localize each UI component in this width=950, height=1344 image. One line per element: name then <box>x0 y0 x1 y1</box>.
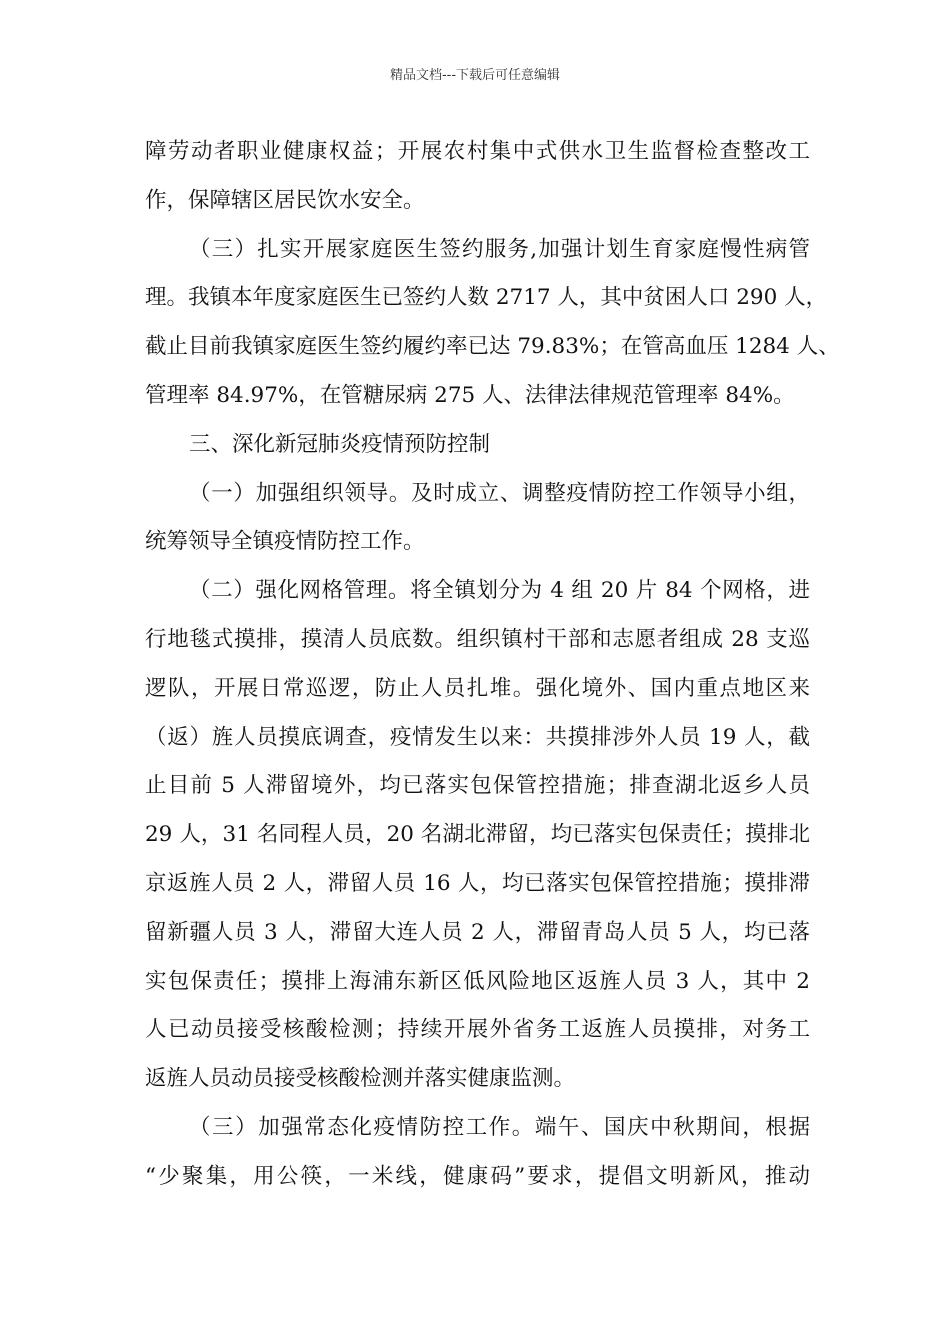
paragraph-grid-management <box>145 567 810 1104</box>
text-line: 京返旌人员 2 人，滞留人员 16 人，均已落实包保管控措施；摸排滞 <box>145 870 810 896</box>
text-line: 理。我镇本年度家庭医生已签约人数 2717 人，其中贫困人口 290 人， <box>145 285 828 311</box>
text-line: 管理率 84.97%，在管糖尿病 275 人、法律法律规范管理率 84%。 <box>145 382 795 408</box>
paragraph-organization <box>145 470 810 568</box>
text-line: 统筹领导全镇疫情防控工作。 <box>145 529 425 555</box>
text-line: 返旌人员动员接受核酸检测并落实健康监测。 <box>145 1066 576 1092</box>
text-line: 障劳动者职业健康权益；开展农村集中式供水卫生监督检查整改工 <box>145 139 810 164</box>
text-line: 人已动员接受核酸检测；持续开展外省务工返旌人员摸排，对务工 <box>145 1017 810 1043</box>
page-header: 精品文档---下载后可任意编辑 <box>389 68 561 83</box>
text-line: “少聚集，用公筷，一米线，健康码”要求，提倡文明新风，推动 <box>145 1163 810 1189</box>
paragraph-normalized-prevention <box>145 1104 810 1202</box>
text-line: 截止目前我镇家庭医生签约履约率已达 79.83%；在管高血压 1284 人、 <box>145 334 840 360</box>
text-line: 三、深化新冠肺炎疫情预防控制 <box>189 431 491 457</box>
paragraph-health-rights <box>145 128 810 226</box>
text-line: 逻队，开展日常巡逻，防止人员扎堆。强化境外、国内重点地区来 <box>145 675 810 701</box>
text-line: （二）强化网格管理。将全镇划分为 4 组 20 片 84 个网格，进 <box>189 578 810 604</box>
text-line: （一）加强组织领导。及时成立、调整疫情防控工作领导小组， <box>189 480 810 506</box>
text-line: 止目前 5 人滞留境外，均已落实包保管控措施；排查湖北返乡人员 <box>145 773 810 799</box>
paragraph-family-doctor <box>145 226 840 421</box>
text-line: 作，保障辖区居民饮水安全。 <box>145 187 425 213</box>
document-body <box>145 128 840 1202</box>
text-line: 实包保责任；摸排上海浦东新区低风险地区返旌人员 3 人，其中 2 <box>145 968 810 994</box>
text-line: （三）扎实开展家庭医生签约服务,加强计划生育家庭慢性病管 <box>189 236 810 262</box>
text-line: 29 人，31 名同程人员，20 名湖北滞留，均已落实包保责任；摸排北 <box>145 822 810 848</box>
section-heading <box>145 421 810 470</box>
text-line: （返）旌人员摸底调查，疫情发生以来：共摸排涉外人员 19 人，截 <box>145 724 810 750</box>
text-line: 留新疆人员 3 人，滞留大连人员 2 人，滞留青岛人员 5 人，均已落 <box>145 919 810 945</box>
text-line: （三）加强常态化疫情防控工作。端午、国庆中秋期间，根据 <box>189 1114 810 1140</box>
text-line: 行地毯式摸排，摸清人员底数。组织镇村干部和志愿者组成 28 支巡 <box>145 626 810 652</box>
